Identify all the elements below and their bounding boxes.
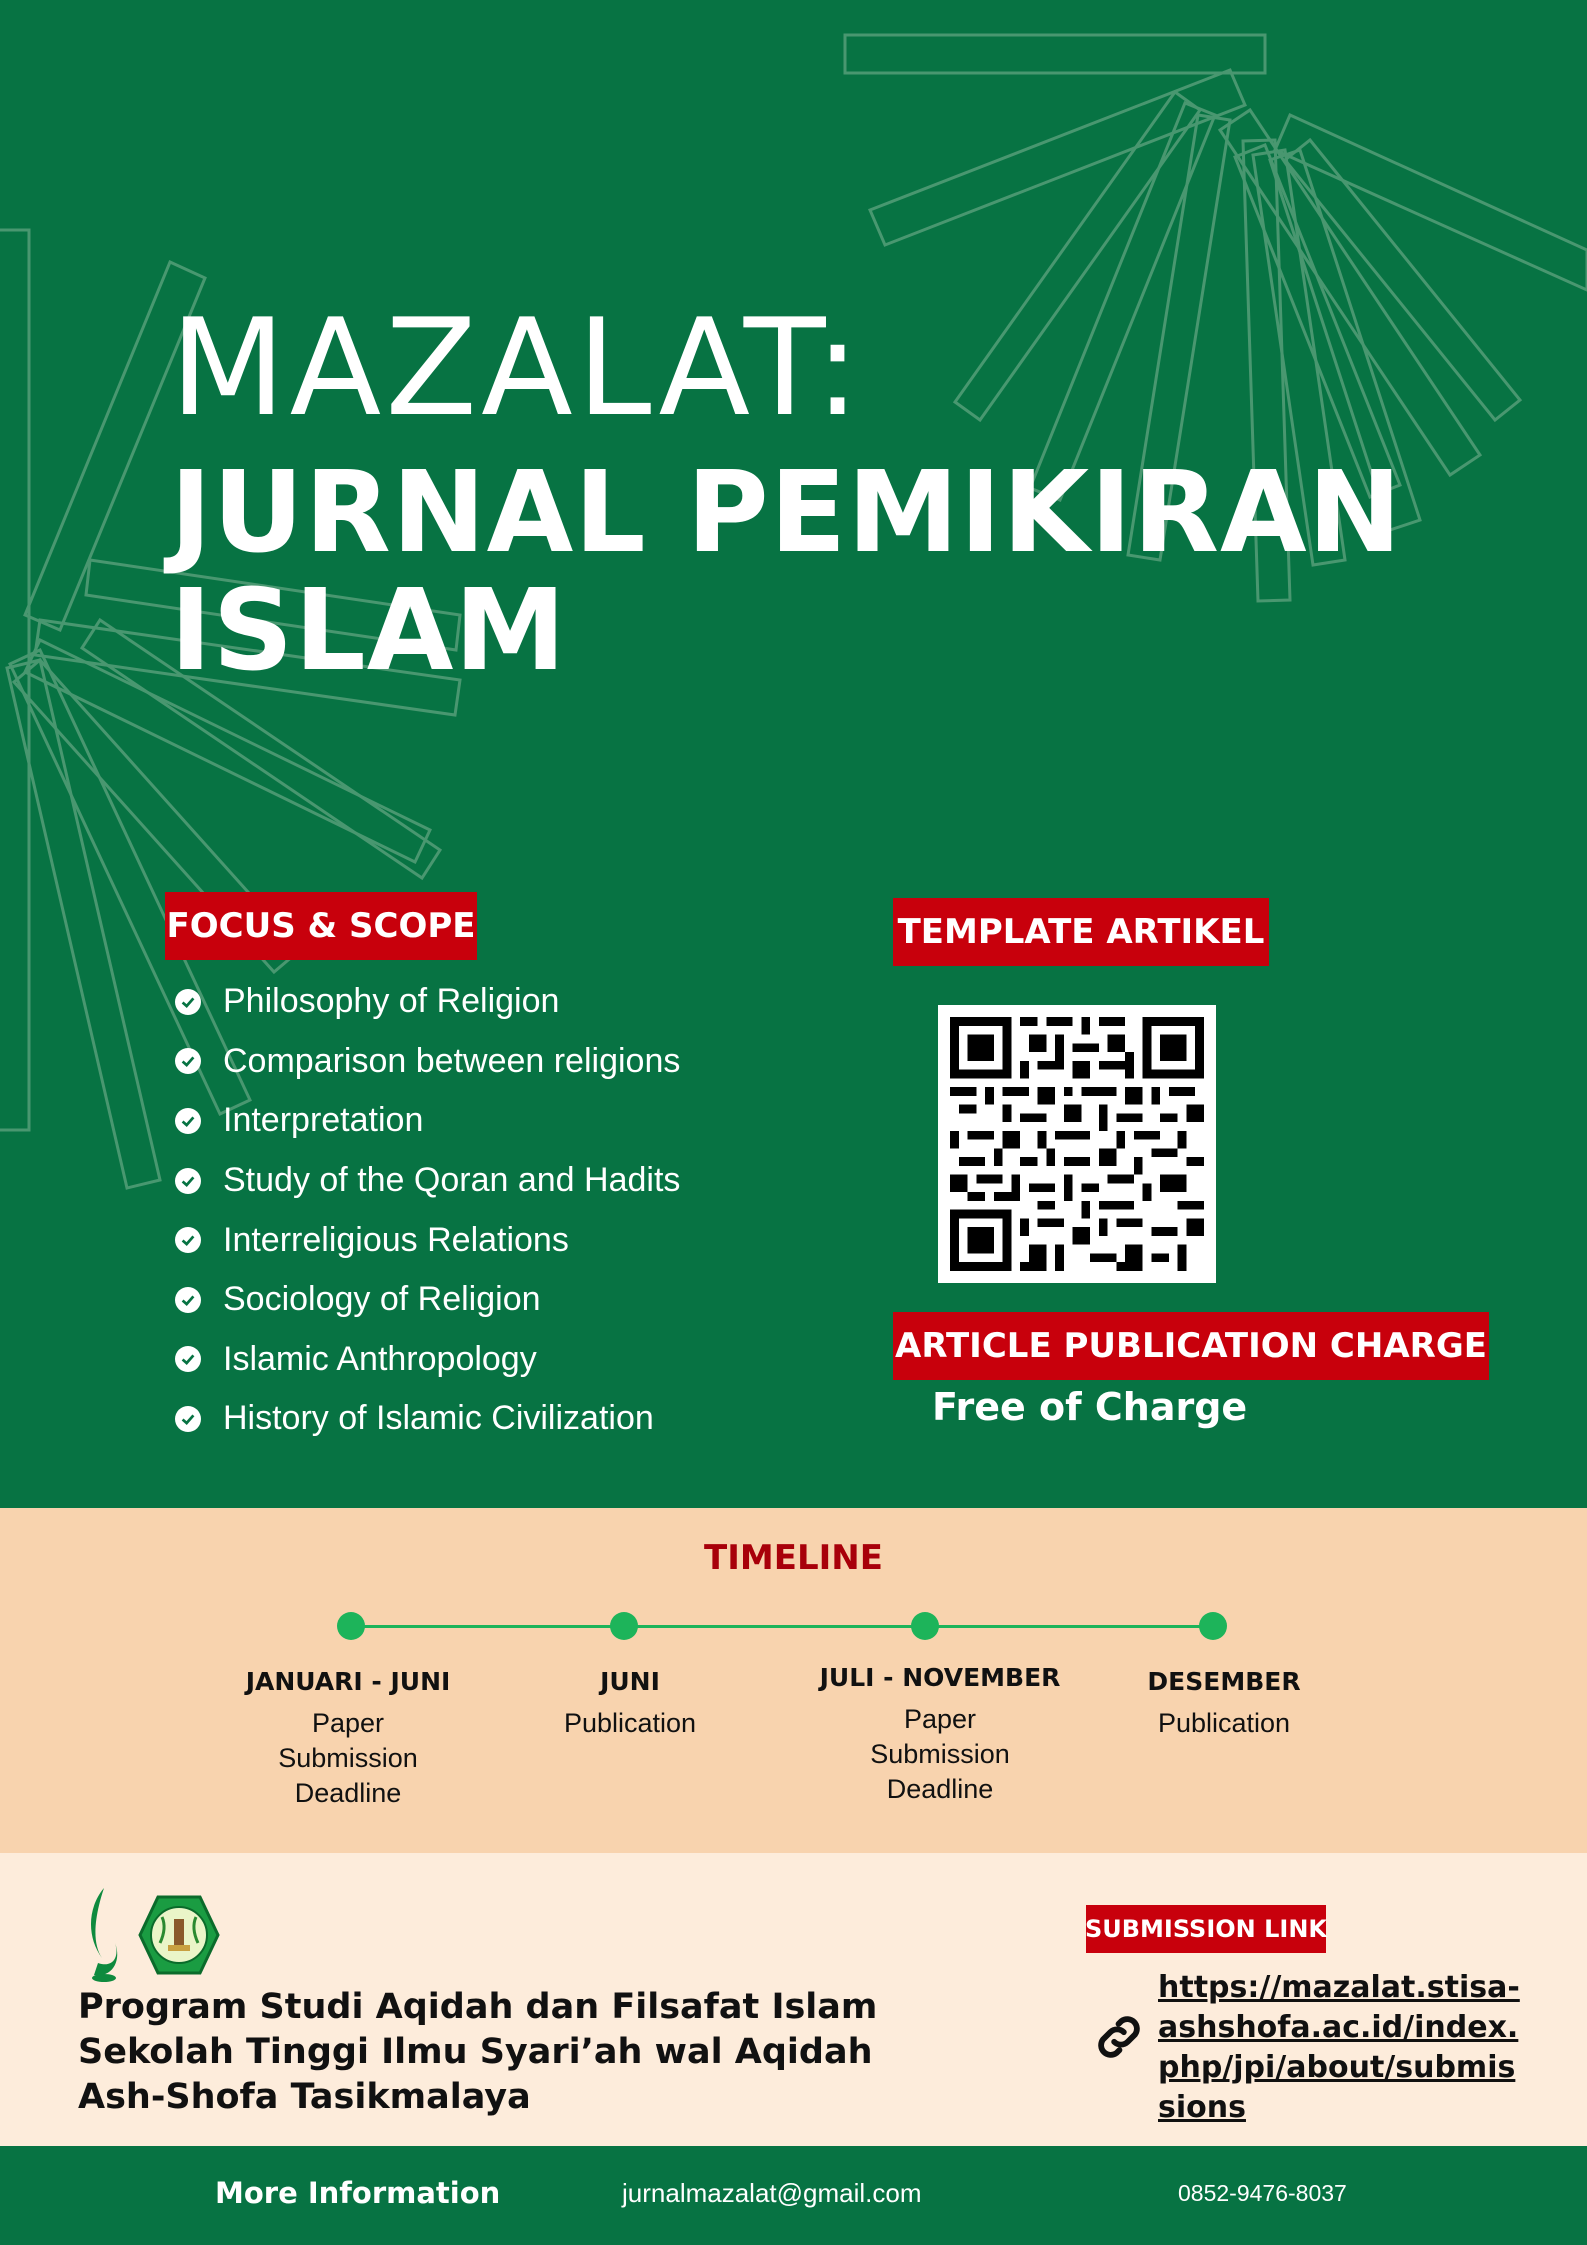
- title-line-1: MAZALAT:: [170, 290, 865, 446]
- check-circle-icon: [175, 989, 201, 1015]
- timeline-step: [790, 1663, 1090, 1807]
- list-item-label: Sociology of Religion: [223, 1280, 541, 1319]
- submission-url-link[interactable]: https://mazalat.stisa-ashshofa.ac.id/index.php/jpi/about/submissions: [1158, 1970, 1520, 2125]
- list-item-label: Comparison between religions: [223, 1041, 681, 1080]
- more-information-label: More Information: [215, 2176, 501, 2210]
- check-circle-icon: [175, 1168, 201, 1194]
- list-item-label: Interpretation: [223, 1101, 424, 1140]
- list-item-label: Philosophy of Religion: [223, 982, 560, 1021]
- timeline-line: [350, 1625, 1212, 1628]
- title-line-3: ISLAM: [170, 566, 567, 696]
- list-item-label: History of Islamic Civilization: [223, 1399, 654, 1438]
- list-item: [175, 1151, 680, 1211]
- list-item: [175, 1389, 680, 1449]
- timeline-section: [0, 1508, 1587, 1853]
- institution-name: [78, 1985, 877, 2120]
- publication-charge-value: Free of Charge: [932, 1385, 1248, 1429]
- list-item-label: Islamic Anthropology: [223, 1339, 537, 1378]
- timeline-step-desc: Publication: [563, 1708, 697, 1738]
- timeline-dot: [1199, 1612, 1227, 1640]
- timeline-dot: [337, 1612, 365, 1640]
- timeline-step: [480, 1667, 780, 1741]
- check-circle-icon: [175, 1406, 201, 1432]
- timeline-step: [198, 1667, 498, 1811]
- timeline-step-desc: Paper Submission Deadline: [870, 1704, 1010, 1804]
- contact-email[interactable]: jurnalmazalat@gmail.com: [622, 2178, 922, 2208]
- check-circle-icon: [175, 1048, 201, 1074]
- focus-scope-list: [175, 972, 680, 1449]
- timeline-step-period: JULI - NOVEMBER: [819, 1663, 1061, 1692]
- check-circle-icon: [175, 1227, 201, 1253]
- list-item-label: Interreligious Relations: [223, 1220, 569, 1259]
- check-circle-icon: [175, 1287, 201, 1313]
- contact-bar: [0, 2146, 1587, 2245]
- list-item: [175, 1270, 680, 1330]
- list-item: [175, 972, 680, 1032]
- list-item: [175, 1091, 680, 1151]
- timeline-dot: [610, 1612, 638, 1640]
- list-item: [175, 1210, 680, 1270]
- contact-phone[interactable]: 0852-9476-8037: [1178, 2180, 1347, 2206]
- link-icon: [1090, 2008, 1148, 2066]
- institution-logos: [82, 1883, 242, 1988]
- list-item-label: Study of the Qoran and Hadits: [223, 1161, 681, 1200]
- check-circle-icon: [175, 1108, 201, 1134]
- timeline-step-period: JANUARI - JUNI: [245, 1667, 451, 1696]
- check-circle-icon: [175, 1346, 201, 1372]
- footer-section: [0, 1853, 1587, 2146]
- qr-code-icon: [950, 1017, 1204, 1271]
- institution-line-2: Sekolah Tinggi Ilmu Syari’ah wal Aqidah: [78, 2032, 873, 2072]
- timeline-step: [1074, 1667, 1374, 1741]
- timeline-step-period: DESEMBER: [1147, 1667, 1301, 1696]
- timeline-step-desc: Publication: [1157, 1708, 1291, 1738]
- timeline-step-period: JUNI: [600, 1667, 660, 1696]
- timeline-step-desc: Paper Submission Deadline: [278, 1708, 418, 1808]
- flame-logo-icon: [91, 1888, 117, 1982]
- list-item: [175, 1330, 680, 1390]
- template-artikel-label: TEMPLATE ARTIKEL: [893, 898, 1269, 966]
- title-line-2: JURNAL PEMIKIRAN: [170, 448, 1403, 578]
- qr-code[interactable]: [938, 1005, 1216, 1283]
- focus-scope-label: FOCUS & SCOPE: [165, 892, 477, 960]
- submission-link-label: SUBMISSION LINK: [1086, 1905, 1326, 1953]
- timeline-dot: [911, 1612, 939, 1640]
- institution-line-3: Ash-Shofa Tasikmalaya: [78, 2077, 531, 2117]
- timeline-title: TIMELINE: [704, 1538, 883, 1578]
- seal-logo-icon: [140, 1897, 218, 1973]
- list-item: [175, 1032, 680, 1092]
- publication-charge-label: ARTICLE PUBLICATION CHARGE: [893, 1312, 1489, 1380]
- institution-line-1: Program Studi Aqidah dan Filsafat Islam: [78, 1987, 878, 2027]
